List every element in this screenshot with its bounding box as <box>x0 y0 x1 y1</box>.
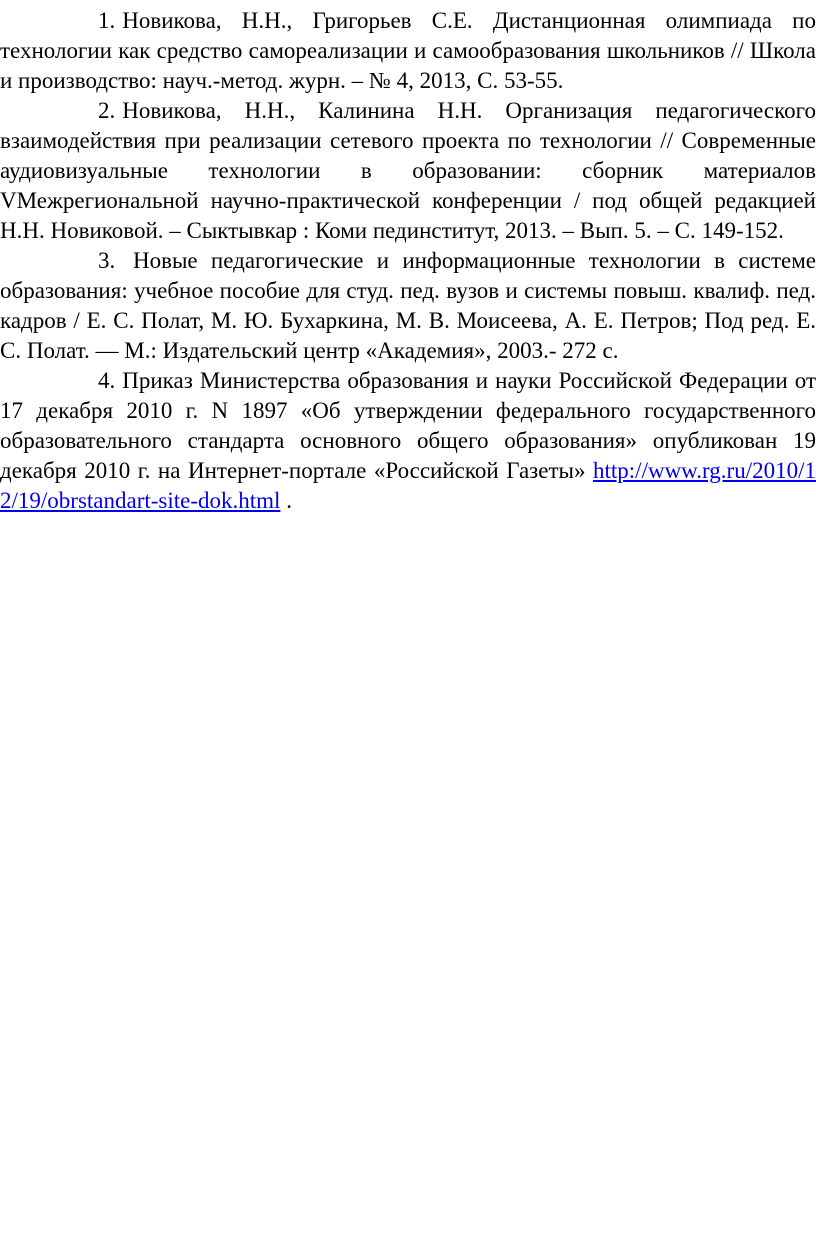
reference-number: 3. <box>98 248 116 273</box>
reference-trailing-punctuation: . <box>280 488 292 513</box>
reference-item-4 <box>0 366 816 516</box>
reference-list <box>0 6 816 516</box>
reference-item-1 <box>0 6 816 96</box>
reference-number: 1. <box>98 8 116 33</box>
reference-text: Приказ Министерства образования и науки Российской Федерации от 17 декабря 2010 г. N 1897 «Об утверждении федерального государственного образовательного стандарта основного общего образования» опубликован 19 декабря 2010 г. на Интернет-портале «Российской Газеты» <box>0 368 816 483</box>
reference-text: Новые педагогические и информационные технологии в системе образования: учебное пособие для студ. пед. вузов и системы повыш. квалиф. пед. кадров / Е. С. Полат, М. Ю. Бухаркина, М. В. Моисеева, А. Е. Петров; Под ред. Е. С. Полат. — М.: Издательский центр «Академия», 2003.- 272 с. <box>0 248 816 363</box>
reference-number: 2. <box>98 98 116 123</box>
reference-link[interactable]: http://www.rg.ru/2010/12/19/obrstandart-site-dok.html <box>0 458 816 513</box>
reference-item-3 <box>0 246 816 366</box>
reference-number: 4. <box>98 368 116 393</box>
reference-text: Новикова, Н.Н., Григорьев С.Е. Дистанционная олимпиада по технологии как средство самореализации и самообразования школьников // Школа и производство: науч.-метод. журн. – № 4, 2013, С. 53-55. <box>0 8 816 93</box>
reference-text: Новикова, Н.Н., Калинина Н.Н. Организация педагогического взаимодействия при реализации сетевого проекта по технологии // Современные аудиовизуальные технологии в образовании: сборник материалов VМежрегиональной научно-практической конференции / под общей редакцией Н.Н. Новиковой. – Сыктывкар : Коми пединститут, 2013. – Вып. 5. – С. 149-152. <box>0 98 816 243</box>
reference-item-2 <box>0 96 816 246</box>
